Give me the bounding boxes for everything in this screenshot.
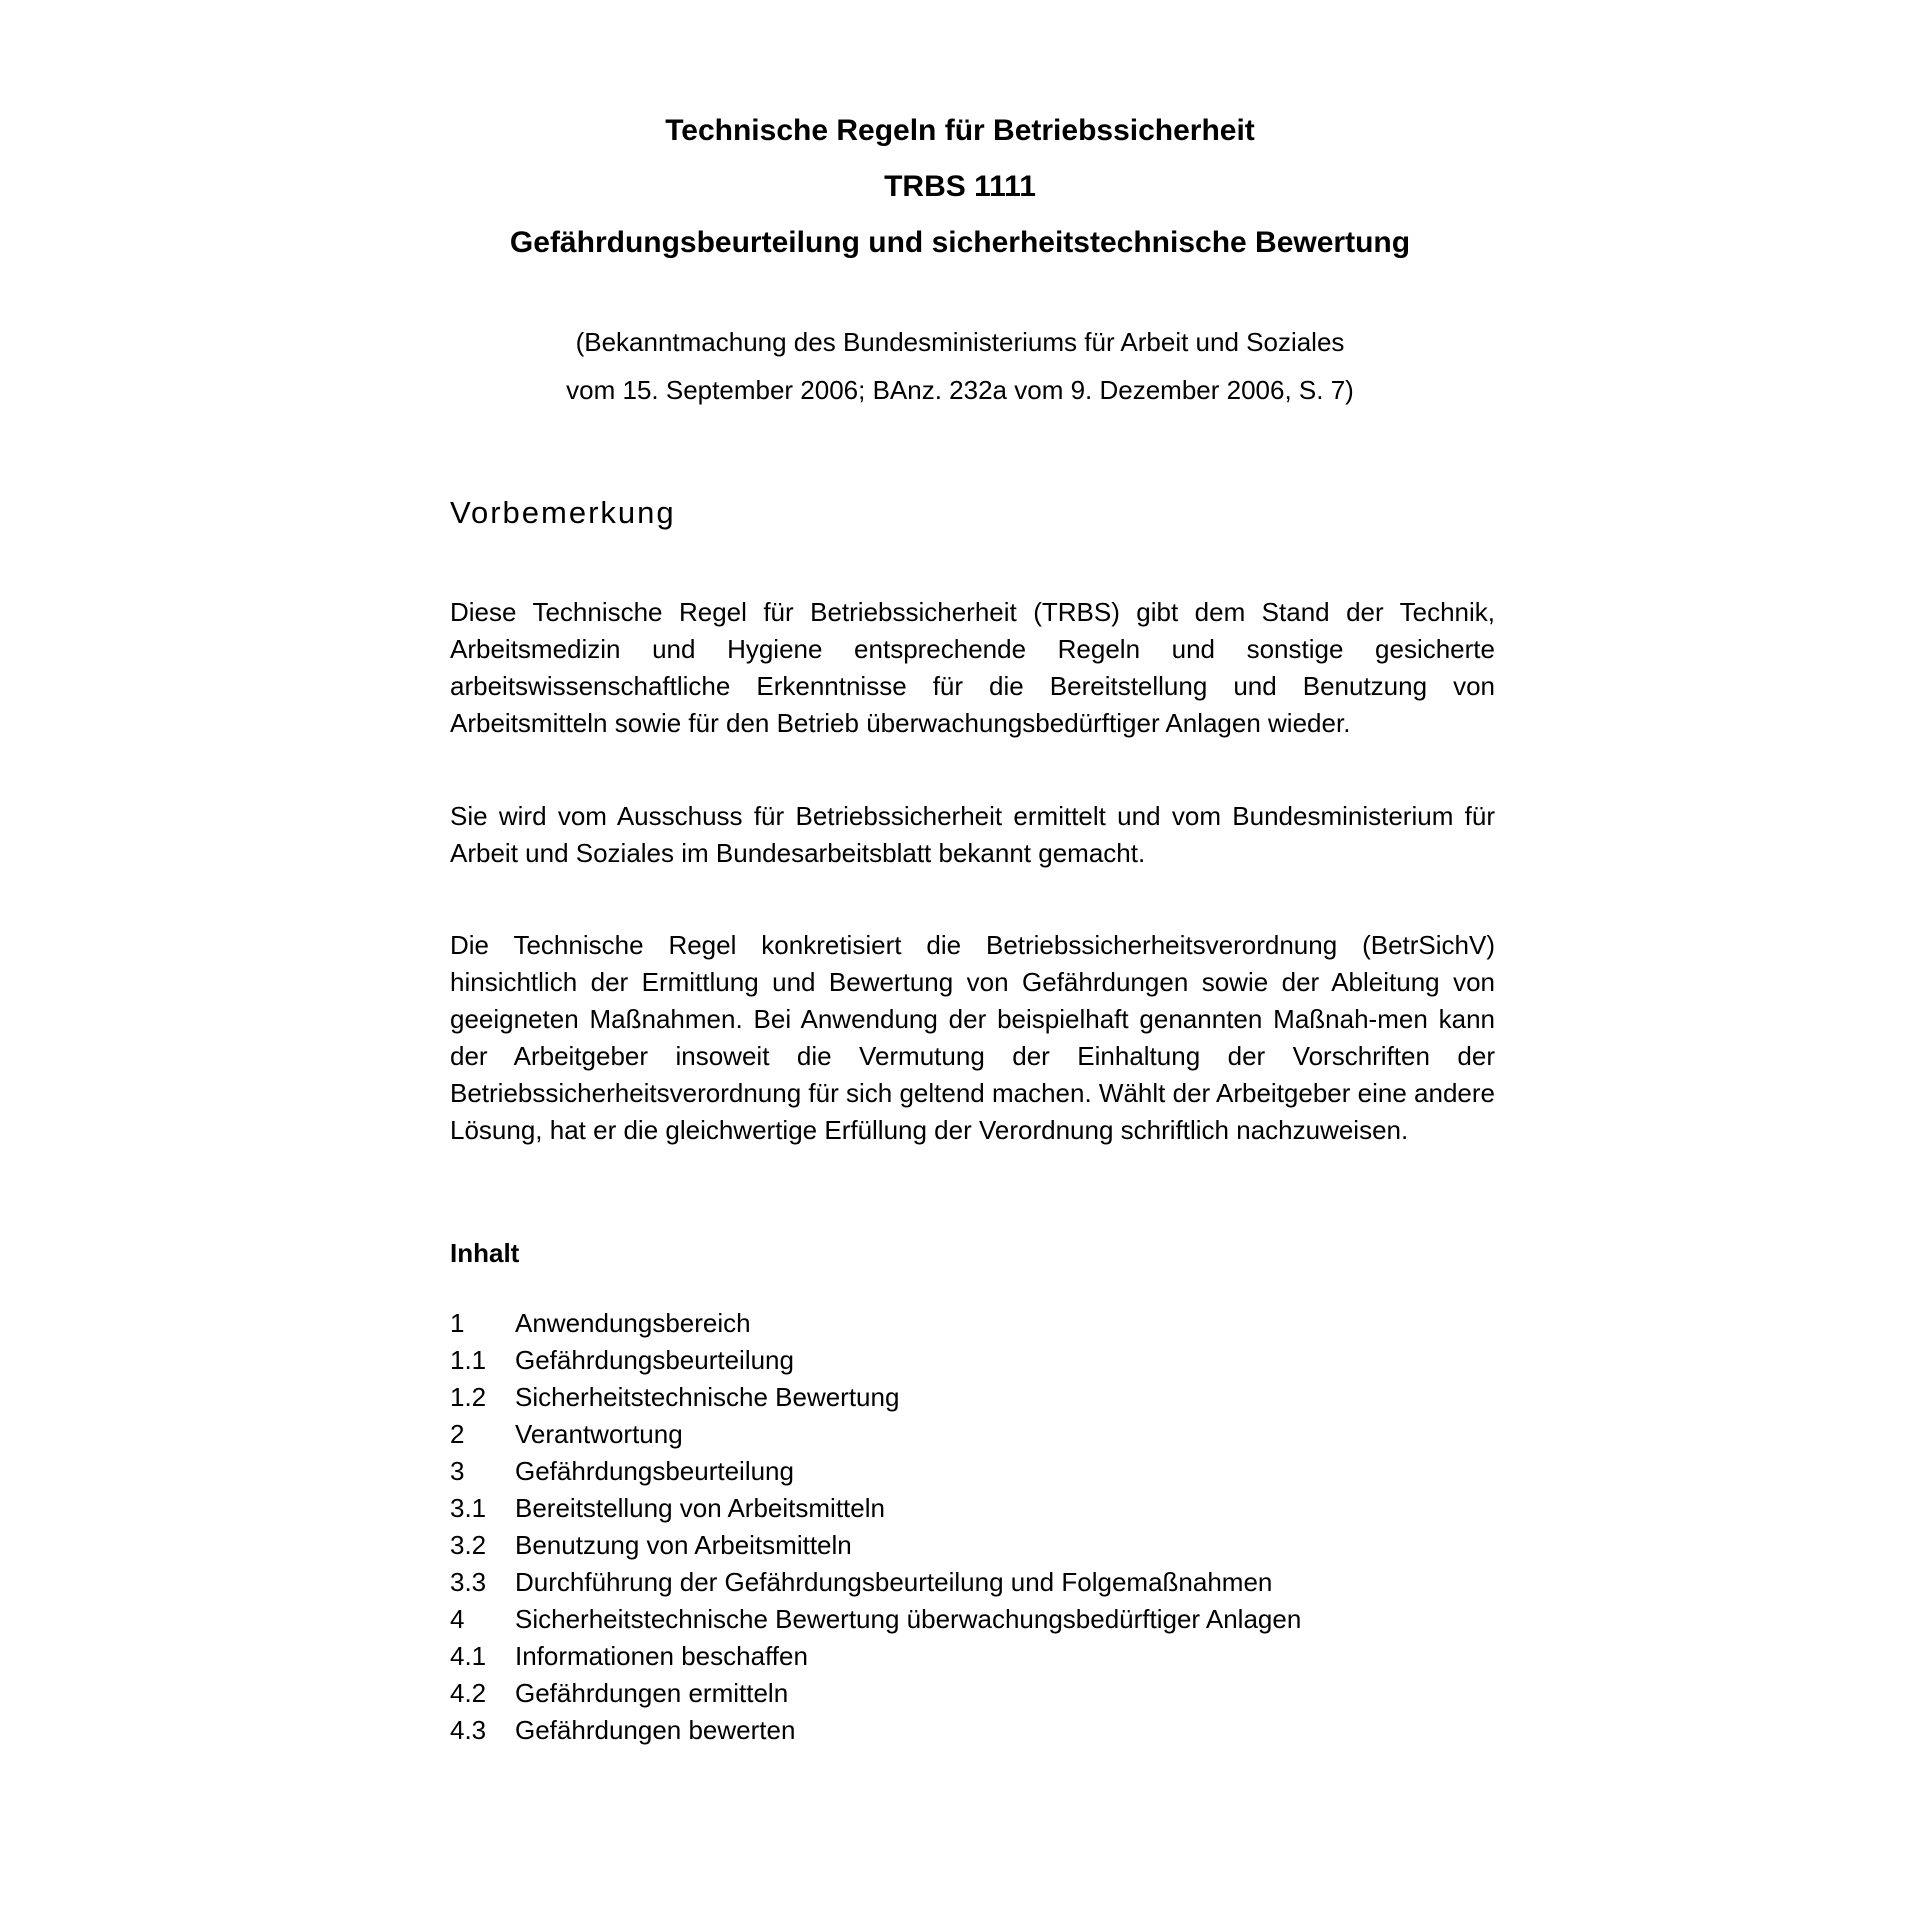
toc-item-label: Sicherheitstechnische Bewertung (515, 1382, 900, 1412)
toc-item-label: Gefährdungen bewerten (515, 1715, 796, 1745)
toc-item (450, 1675, 1495, 1712)
title-line-1: Technische Regeln für Betriebssicherheit (665, 114, 1255, 147)
toc-item-label: Sicherheitstechnische Bewertung überwachungsbedürftiger Anlagen (515, 1604, 1302, 1634)
toc-item (450, 1564, 1495, 1601)
paragraph-1: Diese Technische Regel für Betriebssicherheit (TRBS) gibt dem Stand der Technik, Arbeitsmedizin und Hygiene entsprechende Regeln und sonstige gesicherte arbeitswissenschaftliche Erkenntnisse für die Bereitstellung und Benutzung von Arbeitsmitteln sowie für den Betrieb überwachungsbedürftiger Anlagen wieder. (450, 597, 1495, 738)
document-title-block (0, 103, 1920, 271)
toc-heading: Inhalt (450, 1238, 520, 1268)
toc-item-label: Gefährdungsbeurteilung (515, 1345, 794, 1375)
toc-item (450, 1416, 1495, 1453)
title-line-2: TRBS 1111 (884, 170, 1036, 203)
toc-item-label: Gefährdungsbeurteilung (515, 1456, 794, 1486)
table-of-contents (450, 1305, 1495, 1749)
toc-item (450, 1601, 1495, 1638)
toc-item-number: 4.3 (450, 1715, 487, 1745)
toc-item-number: 1.1 (450, 1345, 487, 1375)
toc-item-label: Benutzung von Arbeitsmitteln (515, 1530, 852, 1560)
toc-item (450, 1490, 1495, 1527)
announcement-block (0, 318, 1920, 414)
toc-item-label: Durchführung der Gefährdungsbeurteilung und Folgemaßnahmen (515, 1567, 1273, 1597)
toc-item-label: Informationen beschaffen (515, 1641, 808, 1671)
toc-item-number: 1.2 (450, 1382, 487, 1412)
announcement-line-1: (Bekanntmachung des Bundesministeriums für Arbeit und Soziales (575, 327, 1345, 357)
toc-item-number: 3.2 (450, 1530, 487, 1560)
toc-item-number: 2 (450, 1419, 465, 1449)
toc-item-number: 4.1 (450, 1641, 487, 1671)
toc-item-label: Verantwortung (515, 1419, 683, 1449)
toc-item-label: Gefährdungen ermitteln (515, 1678, 789, 1708)
toc-item-number: 1 (450, 1308, 465, 1338)
announcement-line-2: vom 15. September 2006; BAnz. 232a vom 9. Dezember 2006, S. 7) (566, 375, 1354, 405)
toc-item-number: 3.1 (450, 1493, 487, 1523)
paragraph-2: Sie wird vom Ausschuss für Betriebssicherheit ermittelt und vom Bundesministerium für Arbeit und Soziales im Bundesarbeitsblatt bekannt gemacht. (450, 801, 1495, 868)
toc-item (450, 1305, 1495, 1342)
toc-item-number: 3.3 (450, 1567, 487, 1597)
toc-item (450, 1638, 1495, 1675)
section-heading-vorbemerkung: Vorbemerkung (450, 495, 676, 530)
toc-item-number: 4.2 (450, 1678, 487, 1708)
toc-item (450, 1712, 1495, 1749)
toc-item (450, 1379, 1495, 1416)
toc-item-label: Bereitstellung von Arbeitsmitteln (515, 1493, 885, 1523)
toc-item (450, 1342, 1495, 1379)
paragraph-3: Die Technische Regel konkretisiert die Betriebssicherheitsverordnung (BetrSichV) hinsichtlich der Ermittlung und Bewertung von Gefährdungen sowie der Ableitung von geeigneten Maßnahmen. Bei Anwendung der beispielhaft genannten Maßnah-men kann der Arbeitgeber insoweit die Vermutung der Einhaltung der Vorschriften der Betriebssicherheitsverordnung für sich geltend machen. Wählt der Arbeitgeber eine andere Lösung, hat er die gleichwertige Erfüllung der Verordnung schriftlich nachzuweisen. (450, 930, 1495, 1145)
toc-item (450, 1527, 1495, 1564)
toc-item-number: 4 (450, 1604, 465, 1634)
toc-item-label: Anwendungsbereich (515, 1308, 751, 1338)
toc-item (450, 1453, 1495, 1490)
title-line-3: Gefährdungsbeurteilung und sicherheitstechnische Bewertung (509, 226, 1411, 259)
toc-item-number: 3 (450, 1456, 465, 1486)
